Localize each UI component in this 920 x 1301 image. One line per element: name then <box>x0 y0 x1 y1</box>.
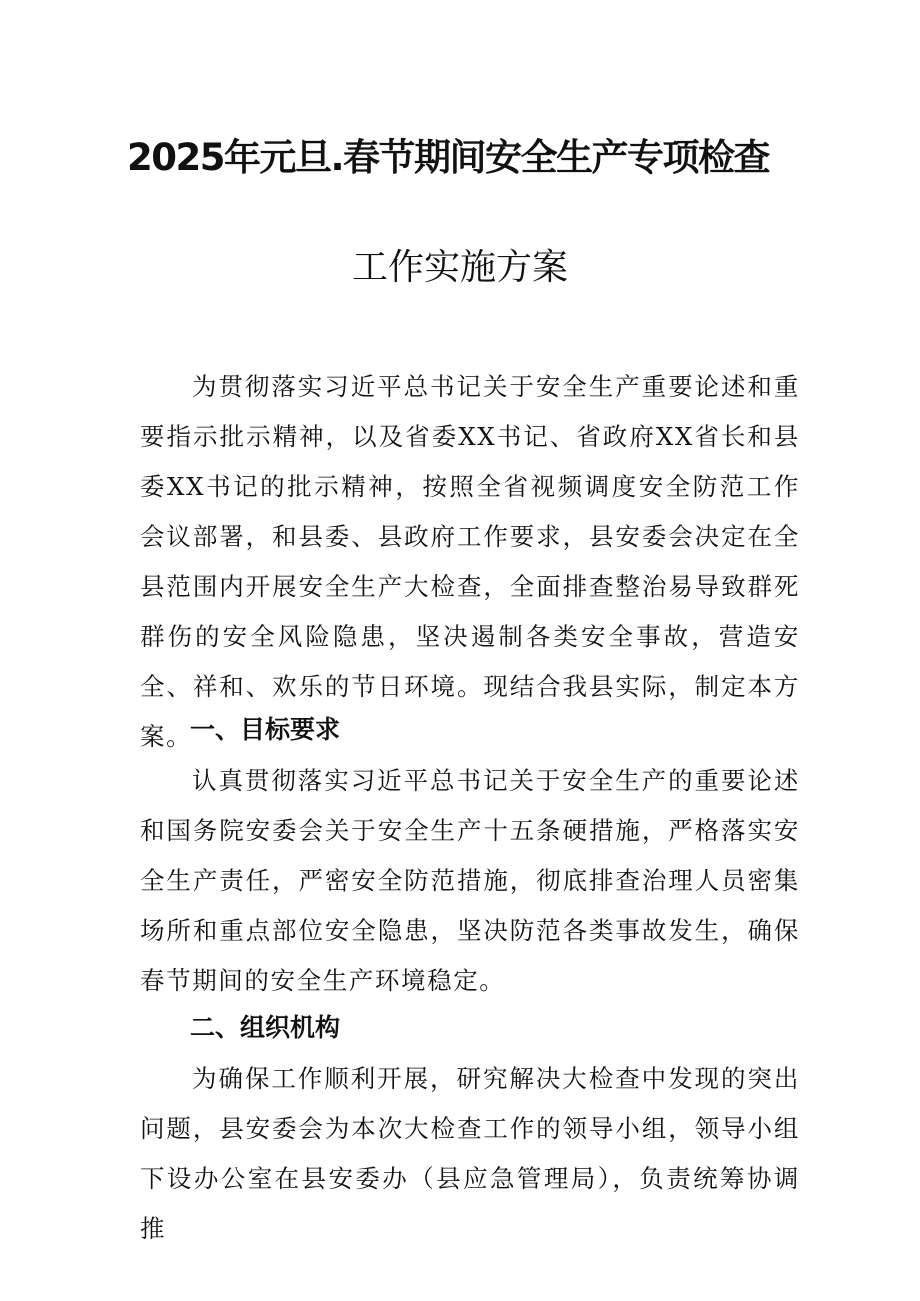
section-body-organization: 为确保工作顺利开展，研究解决大检查中发现的突出问题，县安委会为本次大检查工作的领导小组，领导小组下设办公室在县安委办（县应急管理局），负责统筹协调推 <box>140 1064 800 1243</box>
section-heading-goals: 一、目标要求 <box>190 715 341 744</box>
document-title-line-2: 工作实施方案 <box>351 247 568 288</box>
section-heading-organization: 二、组织机构 <box>190 1013 341 1042</box>
document-title-line-1: 2025年元旦.春节期间安全生产专项检查 <box>126 136 770 179</box>
intro-paragraph: 为贯彻落实习近平总书记关于安全生产重要论述和重要指示批示精神，以及省委XX书记、省政府XX省长和县委XX书记的批示精神，按照全省视频调度安全防范工作会议部署，和县委、县政府工作要求，县安委会决定在全县范围内开展安全生产大检查，全面排查整治易导致群死群伤的安全风险隐患，坚决遏制各类安全事故，营造安全、祥和、欢乐的节日环境。现结合我县实际，制定本方案。 <box>140 372 800 751</box>
section-body-goals: 认真贯彻落实习近平总书记关于安全生产的重要论述和国务院安委会关于安全生产十五条硬措施，严格落实安全生产责任，严密安全防范措施，彻底排查治理人员密集场所和重点部位安全隐患，坚决防范各类事故发生，确保春节期间的安全生产环境稳定。 <box>140 766 800 995</box>
